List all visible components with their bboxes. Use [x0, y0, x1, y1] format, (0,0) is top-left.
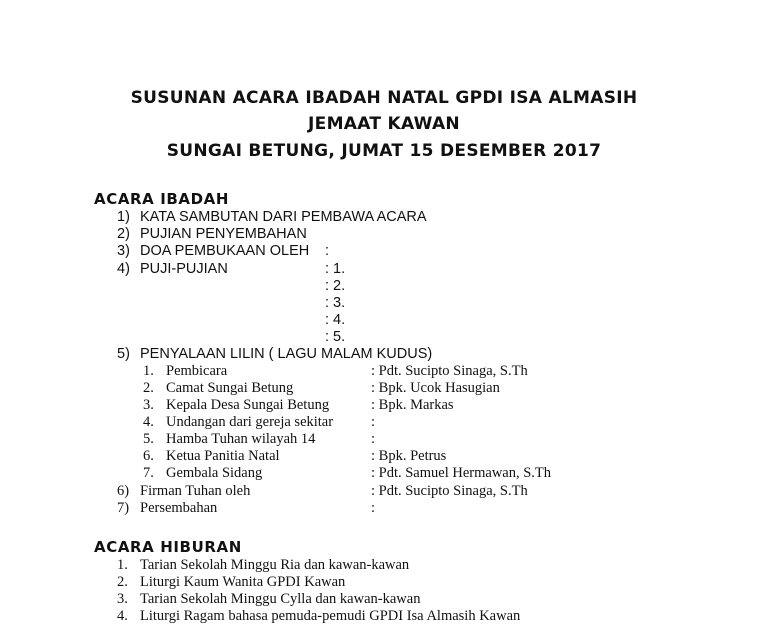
section-heading-acara-ibadah: ACARA IBADAH: [94, 190, 230, 208]
document-title-line-1: SUSUNAN ACARA IBADAH NATAL GPDI ISA ALMASIH: [130, 88, 638, 108]
section-heading-acara-hiburan: ACARA HIBURAN: [94, 538, 242, 556]
document-title-line-2: JEMAAT KAWAN: [308, 114, 460, 134]
document-title-line-3: SUNGAI BETUNG, JUMAT 15 DESEMBER 2017: [166, 141, 602, 161]
